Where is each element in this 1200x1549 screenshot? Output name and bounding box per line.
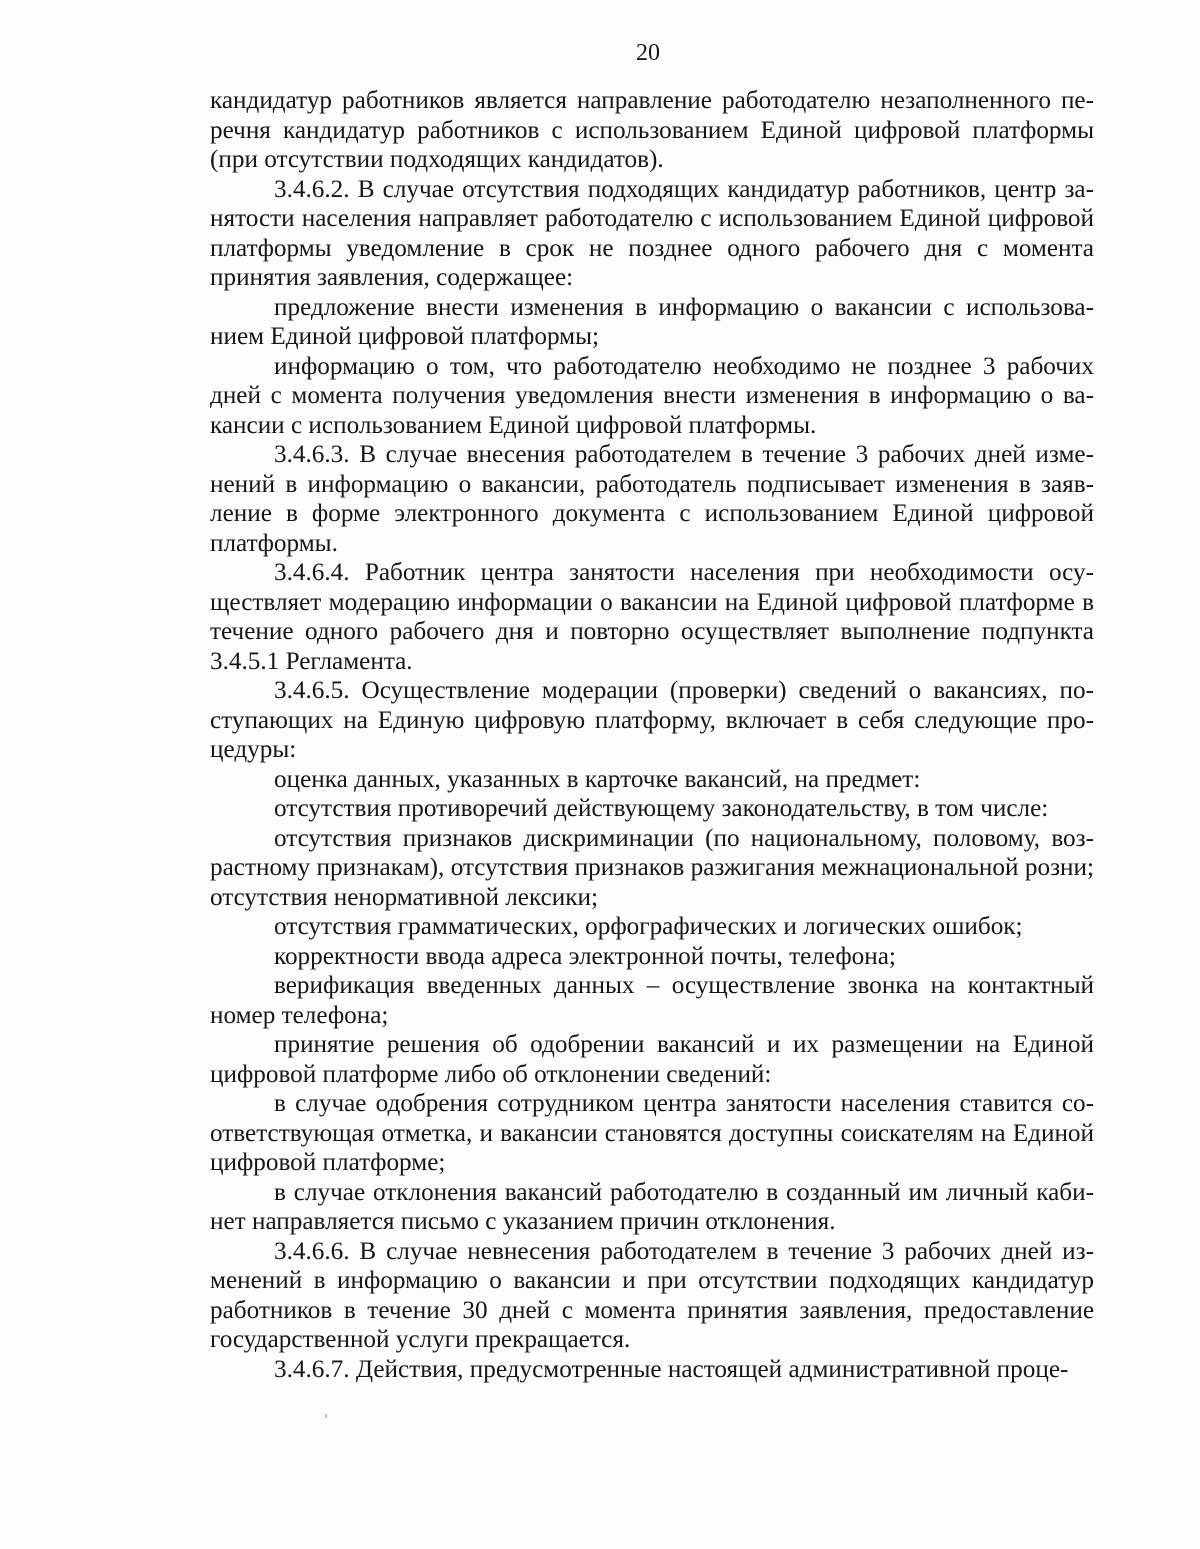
paragraph-3-4-6-5: 3.4.6.5. Осуществление модерации (проверки) сведений о вакансиях, поступающих на Единую цифровую платформу, включает в себя следующие процедуры: (210, 677, 1094, 763)
paragraph-3-4-6-6: 3.4.6.6. В случае невнесения работодателем в течение 3 рабочих дней изменений в информацию о вакансии и при отсутствии подходящих кандидатур работников в течение 30 дней с момента принятия заявления, предоставление государственной услуги прекращается. (210, 1237, 1094, 1353)
paragraph-item: верификация введенных данных – осуществление звонка на контактный номер телефона; (210, 972, 1094, 1029)
paragraph-item: оценка данных, указанных в карточке вакансий, на предмет: (274, 765, 921, 793)
paragraph-3-4-6-2: 3.4.6.2. В случае отсутствия подходящих кандидатур работников, центр занятости населения направляет работодателю с использованием Единой цифровой платформы уведомление в срок не позднее одного рабочего дня с момента принятия заявления, содержащее: (210, 175, 1094, 291)
paragraph-item: отсутствия признаков дискриминации (по национальному, половому, возрастному признакам), отсутствия признаков разжигания межнациональной розни; отсутствия ненормативной лексики; (210, 824, 1094, 911)
paragraph-item: в случае отклонения вакансий работодателю в созданный им личный кабинет направляется письмо с указанием причин отклонения. (210, 1178, 1094, 1235)
paragraph-item: в случае одобрения сотрудником центра занятости населения ставится соответствующая отметка, и вакансии становятся доступны соискателям на Единой цифровой платформе; (210, 1090, 1094, 1176)
paragraph-item: отсутствия противоречий действующему законодательству, в том числе: (274, 795, 1049, 822)
paragraph-3-4-6-3: 3.4.6.3. В случае внесения работодателем в течение 3 рабочих дней изменений в информацию о вакансии, работодатель подписывает изменения в заявление в форме электронного документа с использованием Единой цифровой платформы. (210, 441, 1094, 557)
page-number: 20 (636, 40, 660, 66)
paragraph-continuation: кандидатур работников является направление работодателю незаполненного перечня кандидатур работников с использованием Единой цифровой платформы (при отсутствии подходящих кандидатов). (210, 87, 1094, 173)
paragraph-3-4-6-7: 3.4.6.7. Действия, предусмотренные настоящей административной проце- (274, 1355, 1069, 1383)
document-body (210, 86, 1094, 1384)
paragraph-item: предложение внести изменения в информацию о вакансии с использованием Единой цифровой платформы; (210, 293, 1094, 350)
paragraph-item: корректности ввода адреса электронной почты, телефона; (274, 942, 896, 970)
paragraph-item: информацию о том, что работодателю необходимо не позднее 3 рабочих дней с момента получения уведомления внести изменения в информацию о вакансии с использованием Единой цифровой платформы. (210, 352, 1094, 439)
scan-speck (325, 1414, 327, 1418)
paragraph-item: отсутствия грамматических, орфографических и логических ошибок; (274, 913, 1023, 940)
paragraph-3-4-6-4: 3.4.6.4. Работник центра занятости населения при необходимости осуществляет модерацию информации о вакансии на Единой цифровой платформе в течение одного рабочего дня и повторно осуществляет выполнение подпункта 3.4.5.1 Регламента. (210, 559, 1094, 675)
paragraph-item: принятие решения об одобрении вакансий и их размещении на Единой цифровой платформе либо об отклонении сведений: (210, 1031, 1094, 1088)
